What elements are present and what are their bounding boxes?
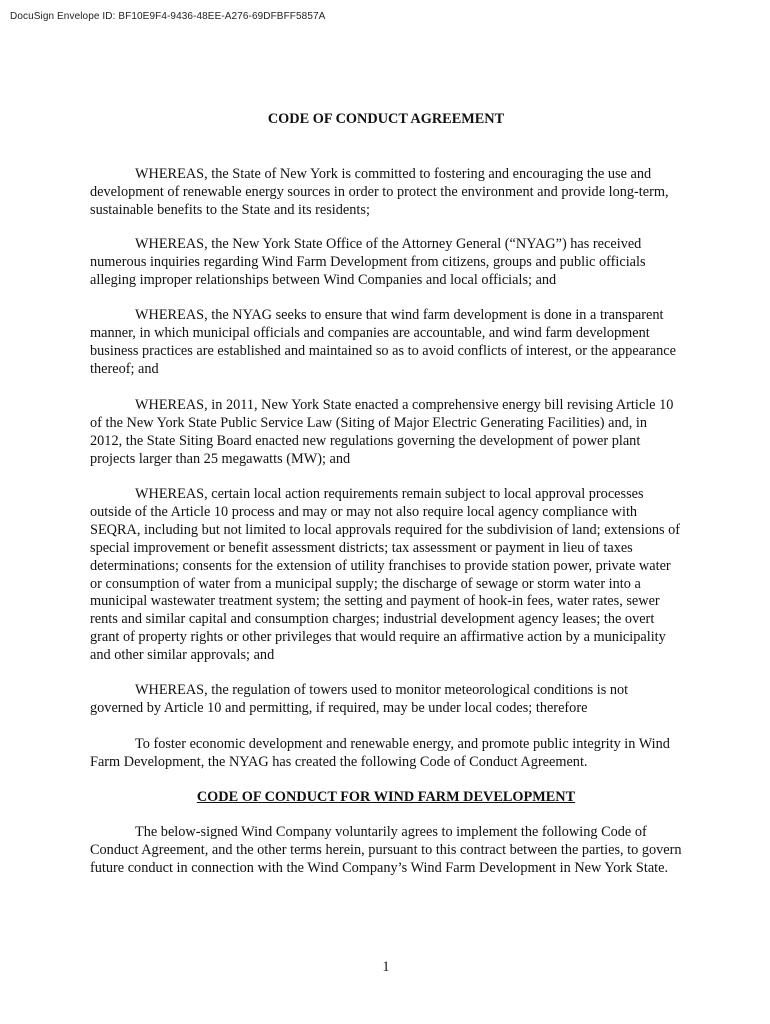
- whereas-paragraph-1: WHEREAS, the State of New York is committed to fostering and encouraging the use and development of renewable energy sources in order to protect the environment and provide long-term, sustainable benefits to the State and its residents;: [90, 166, 669, 218]
- whereas-paragraph-6: WHEREAS, the regulation of towers used to monitor meteorological conditions is not governed by Article 10 and permitting, if required, may be under local codes; therefore: [90, 682, 629, 716]
- whereas-paragraph-4: WHEREAS, in 2011, New York State enacted a comprehensive energy bill revising Article 10 of the New York State Public Service Law (Siting of Major Electric Generating Facilities) and, in 2012, the State Siting Board enacted new regulations governing the development of power plant projects larger than 25 megawatts (MW); and: [90, 397, 674, 467]
- whereas-paragraph-2: WHEREAS, the New York State Office of the Attorney General (“NYAG”) has received numerous inquiries regarding Wind Farm Development from citizens, groups and public officials alleging improper relationships between Wind Companies and local officials; and: [90, 236, 646, 288]
- intro-paragraph: To foster economic development and renewable energy, and promote public integrity in Wind Farm Development, the NYAG has created the following Code of Conduct Agreement.: [90, 736, 670, 770]
- section-heading: CODE OF CONDUCT FOR WIND FARM DEVELOPMENT: [196, 789, 576, 805]
- whereas-paragraph-3: WHEREAS, the NYAG seeks to ensure that wind farm development is done in a transparent manner, in which municipal officials and companies are accountable, and wind farm development business practices are established and maintained so as to avoid conflicts of interest, or the appearance thereof; and: [90, 307, 676, 377]
- whereas-paragraph-5: WHEREAS, certain local action requirements remain subject to local approval processes outside of the Article 10 process and may or may not also require local agency compliance with SEQRA, including but not limited to local approvals required for the subdivision of land; extensions of special improvement or benefit assessment districts; tax assessment or payment in lieu of taxes determinations; consents for the extension of utility franchises to provide station power, private water or consumption of water from a municipal supply; the discharge of sewage or storm water into a municipal wastewater treatment system; the setting and payment of hook-in fees, water rates, sewer rents and similar capital and consumption charges; industrial development agency leases; the overt grant of property rights or other privileges that would require an affirmative action by a municipality and other similar approvals; and: [90, 486, 681, 664]
- document-title: CODE OF CONDUCT AGREEMENT: [267, 111, 505, 127]
- page-number: 1: [382, 959, 390, 975]
- agreement-paragraph: The below-signed Wind Company voluntarily agrees to implement the following Code of Conduct Agreement, and the other terms herein, pursuant to this contract between the parties, to govern future conduct in connection with the Wind Company’s Wind Farm Development in New York State.: [90, 824, 682, 876]
- docusign-envelope-id: DocuSign Envelope ID: BF10E9F4-9436-48EE-A276-69DFBFF5857A: [10, 11, 326, 22]
